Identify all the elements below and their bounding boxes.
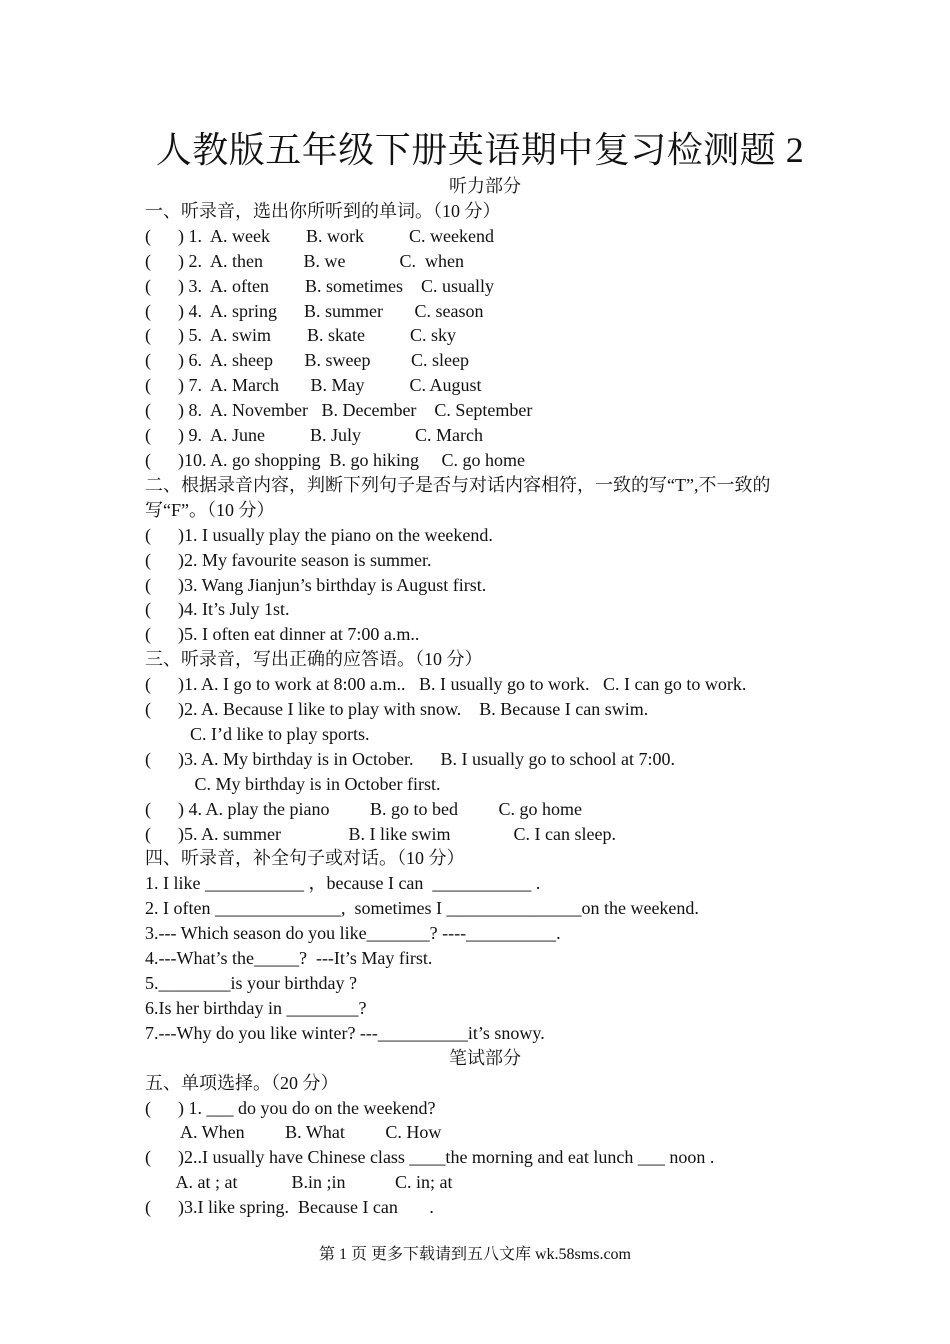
section-4 — [145, 846, 825, 1045]
section-2 — [145, 473, 825, 647]
section-3 — [145, 647, 825, 846]
question-line: ( ) 3. A. often B. sometimes C. usually — [145, 275, 494, 296]
listening-header: 听力部分 — [449, 176, 521, 196]
question-line: 2. I often ______________, sometimes I _______________on the weekend. — [145, 898, 699, 919]
question-line: ( )5. A. summer B. I like swim C. I can sleep. — [145, 823, 616, 844]
question-line: ( )3. A. My birthday is in October. B. I usually go to school at 7:00. — [145, 748, 675, 769]
question-line: ( ) 4. A. play the piano B. go to bed C. go home — [145, 798, 582, 819]
question-line: ( )2. My favourite season is summer. — [145, 549, 432, 570]
question-line: ( )4. It’s July 1st. — [145, 599, 290, 620]
section-4-heading: 四、听录音，补全句子或对话。（10 分） — [145, 848, 465, 869]
section-2-heading: 二、根据录音内容，判断下列句子是否与对话内容相符，一致的写“T”,不一致的写“F”。（10 分） — [145, 474, 771, 520]
question-line: ( ) 1. A. week B. work C. weekend — [145, 225, 494, 246]
question-line: 4.---What’s the_____? ---It’s May first. — [145, 948, 433, 969]
question-line: ( ) 5. A. swim B. skate C. sky — [145, 325, 457, 346]
question-line: ( ) 9. A. June B. July C. March — [145, 425, 483, 446]
writing-header: 笔试部分 — [449, 1047, 521, 1068]
question-line: ( ) 7. A. March B. May C. August — [145, 375, 482, 396]
question-line: ( )2. A. Because I like to play with snow. B. Because I can swim. — [145, 699, 649, 720]
question-line: ( )1. I usually play the piano on the weekend. — [145, 524, 493, 545]
question-line: ( )2..I usually have Chinese class ____the morning and eat lunch ___ noon . — [145, 1147, 715, 1168]
question-line: 7.---Why do you like winter? ---__________it’s snowy. — [145, 1022, 545, 1043]
page-footer: 第 1 页 更多下载请到五八文库 wk.58sms.com — [318, 1246, 631, 1263]
section-3-heading: 三、听录音，写出正确的应答语。（10 分） — [145, 649, 483, 670]
question-line: ( )3. Wang Jianjun’s birthday is August first. — [145, 574, 487, 595]
question-line: C. I’d like to play sports. — [145, 723, 370, 744]
question-line: A. at ; at B.in ;in C. in; at — [145, 1172, 453, 1193]
question-line: C. My birthday is in October first. — [145, 773, 441, 794]
question-line: ( )3.I like spring. Because I can . — [145, 1197, 434, 1218]
question-line: ( ) 1. ___ do you do on the weekend? — [145, 1097, 436, 1118]
question-line: ( ) 4. A. spring B. summer C. season — [145, 300, 484, 321]
question-line: 1. I like ___________ ，because I can ___________ . — [145, 873, 541, 894]
worksheet-page — [145, 128, 825, 1220]
question-line: ( )5. I often eat dinner at 7:00 a.m.. — [145, 624, 420, 645]
page-title: 人教版五年级下册英语期中复习检测题 2 — [155, 130, 805, 170]
question-line: ( ) 6. A. sheep B. sweep C. sleep — [145, 350, 469, 371]
question-line: 3.--- Which season do you like_______? ----__________. — [145, 923, 561, 944]
section-5-heading: 五、单项选择。（20 分） — [145, 1072, 339, 1093]
question-line: ( ) 8. A. November B. December C. September — [145, 400, 533, 421]
question-line: 5.________is your birthday ? — [145, 973, 357, 993]
question-line: ( ) 2. A. then B. we C. when — [145, 250, 464, 271]
question-line: A. When B. What C. How — [145, 1122, 442, 1143]
question-line: ( )10. A. go shopping B. go hiking C. go home — [145, 449, 526, 470]
section-5 — [145, 1071, 825, 1220]
section-1-heading: 一、听录音，选出你所听到的单词。（10 分） — [145, 200, 501, 221]
section-1 — [145, 199, 825, 473]
question-line: 6.Is her birthday in ________? — [145, 997, 367, 1018]
question-line: ( )1. A. I go to work at 8:00 a.m.. B. I usually go to work. C. I can go to work. — [145, 674, 747, 695]
